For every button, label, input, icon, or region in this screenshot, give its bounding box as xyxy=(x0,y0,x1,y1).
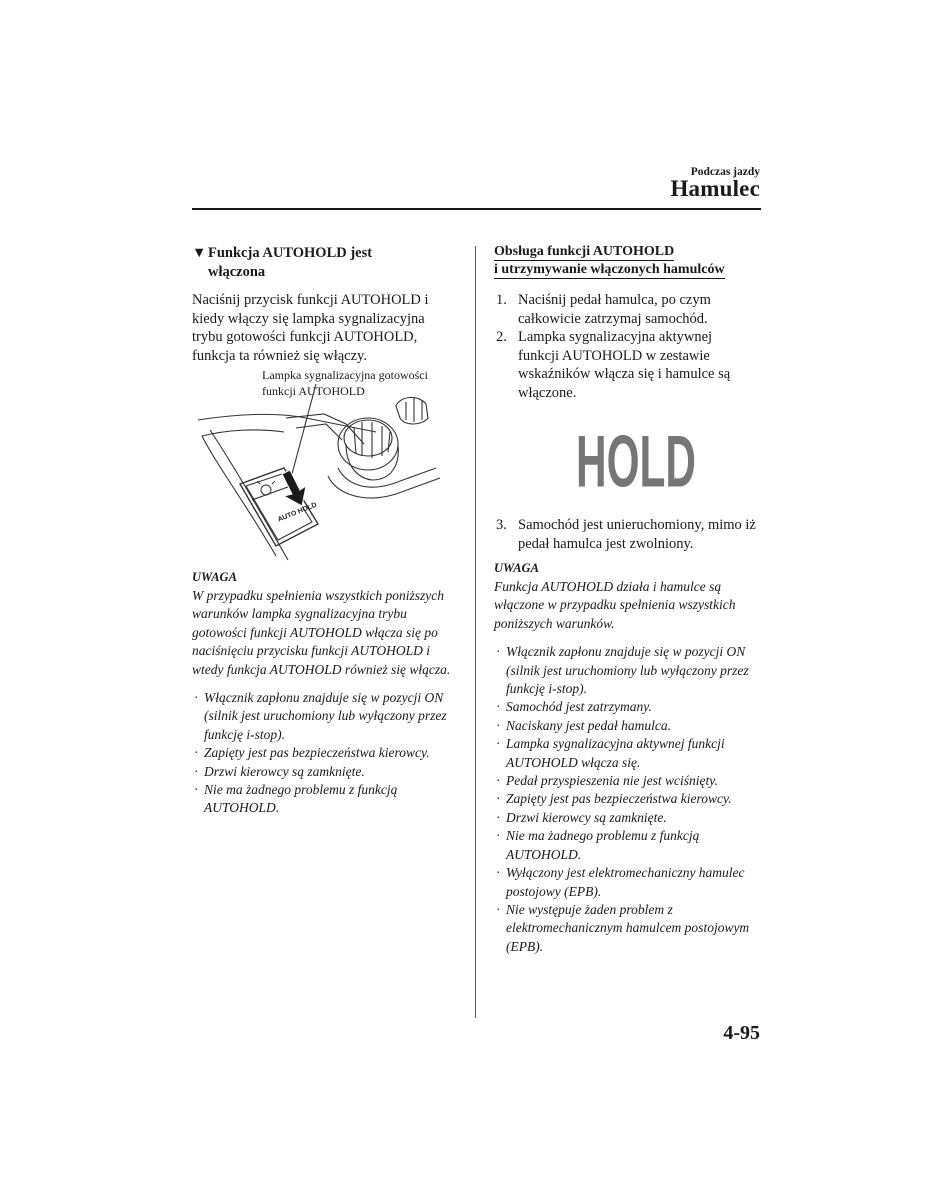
left-note-bullets xyxy=(192,689,454,818)
right-heading-line1: Obsługa funkcji AUTOHOLD xyxy=(494,244,675,259)
list-item: · Nie występuje żaden problem z elektromechanicznym hamulcem postojowym (EPB). xyxy=(494,901,758,956)
list-item: 3. Samochód jest unieruchomiony, mimo iż pedał hamulca jest zwolniony. xyxy=(496,517,756,552)
list-item: · Drzwi kierowcy są zamknięte. xyxy=(192,763,454,781)
step-three xyxy=(494,516,756,553)
left-heading-text: Funkcja AUTOHOLD jest włączona xyxy=(208,245,373,280)
column-divider xyxy=(475,246,476,1018)
list-item: · Włącznik zapłonu znajduje się w pozycji ON (silnik jest uruchomiony lub wyłączony przez funkcję i-stop). xyxy=(494,643,758,698)
list-item: 1. Naciśnij pedał hamulca, po czym całkowicie zatrzymaj samochód. xyxy=(496,292,711,327)
section-label: Podczas jazdy xyxy=(690,166,760,178)
console-drawing xyxy=(196,384,442,560)
header-rule xyxy=(192,208,761,210)
list-item: · Zapięty jest pas bezpieczeństwa kierowcy. xyxy=(192,744,454,762)
list-item: · Wyłączony jest elektromechaniczny hamulec postojowy (EPB). xyxy=(494,864,758,901)
left-note-title: UWAGA xyxy=(192,570,237,584)
hold-indicator-text: HOLD xyxy=(576,420,696,503)
right-note-title: UWAGA xyxy=(494,561,539,575)
left-heading xyxy=(192,244,452,282)
figure-button-label: AUTO HOLD xyxy=(276,501,318,524)
triangle-marker-icon: ▼ xyxy=(192,245,207,261)
right-note-bullets xyxy=(494,643,758,956)
list-item: · Włącznik zapłonu znajduje się w pozycji ON (silnik jest uruchomiony lub wyłączony przez funkcję i-stop). xyxy=(192,689,454,744)
list-item: · Drzwi kierowcy są zamknięte. xyxy=(494,809,758,827)
figure-caption: Lampka sygnalizacyjna gotowości funkcji AUTOHOLD xyxy=(262,368,428,398)
autohold-console-illustration xyxy=(196,384,442,560)
right-note-body: Funkcja AUTOHOLD działa i hamulce są włączone w przypadku spełnienia wszystkich poniższych warunków. xyxy=(494,579,736,631)
list-item: · Nie ma żadnego problemu z funkcją AUTOHOLD. xyxy=(192,781,454,818)
list-item: · Nie ma żadnego problemu z funkcją AUTOHOLD. xyxy=(494,827,758,864)
right-note xyxy=(494,561,758,956)
left-note xyxy=(192,570,454,818)
intro-paragraph: Naciśnij przycisk funkcji AUTOHOLD i kiedy włączy się lampka sygnalizacyjna trybu gotowości funkcji AUTOHOLD, funkcja ta również się włączy. xyxy=(192,292,429,364)
right-heading xyxy=(494,243,762,279)
list-item: · Naciskany jest pedał hamulca. xyxy=(494,717,758,735)
page-title: Hamulec xyxy=(670,176,760,201)
list-item: · Pedał przyspieszenia nie jest wciśnięty. xyxy=(494,772,758,790)
steps-list xyxy=(494,291,756,403)
hold-indicator-icon xyxy=(574,420,698,503)
list-item: · Lampka sygnalizacyjna aktywnej funkcji AUTOHOLD włącza się. xyxy=(494,735,758,772)
left-note-body: W przypadku spełnienia wszystkich poniższych warunków lampka sygnalizacyjna trybu gotowości funkcji AUTOHOLD włącza się po naciśnięciu przycisku funkcji AUTOHOLD i wtedy funkcja AUTOHOLD również się włącza. xyxy=(192,588,451,677)
list-item: · Zapięty jest pas bezpieczeństwa kierowcy. xyxy=(494,790,758,808)
list-item: 2. Lampka sygnalizacyjna aktywnej funkcji AUTOHOLD w zestawie wskaźników włącza się i hamulce są włączone. xyxy=(496,329,731,401)
right-heading-line2: i utrzymywanie włączonych hamulców xyxy=(494,262,725,277)
list-item: · Samochód jest zatrzymany. xyxy=(494,698,758,716)
page-number: 4-95 xyxy=(723,1022,760,1044)
